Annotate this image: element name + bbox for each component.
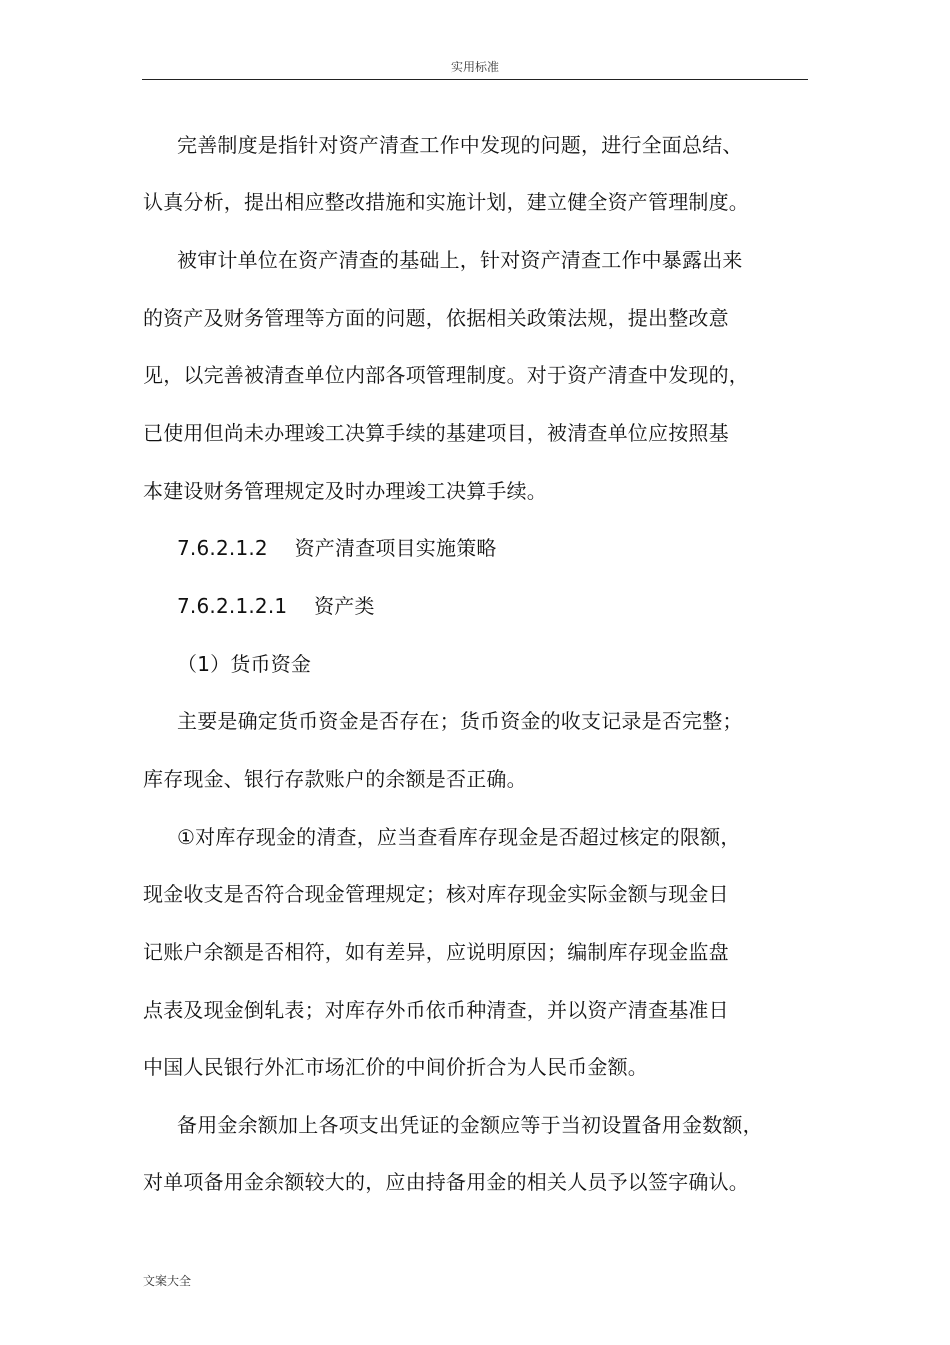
- paragraph-line: 记账户余额是否相符，如有差异，应说明原因；编制库存现金监盘: [143, 940, 729, 964]
- paragraph-line: 完善制度是指针对资产清查工作中发现的问题，进行全面总结、: [177, 133, 743, 157]
- paragraph-line: 对单项备用金余额较大的，应由持备用金的相关人员予以签字确认。: [143, 1170, 749, 1194]
- header-divider: [142, 79, 808, 80]
- page-footer: 文案大全: [143, 1274, 192, 1288]
- paragraph-line: 认真分析，提出相应整改措施和实施计划，建立健全资产管理制度。: [143, 190, 749, 214]
- paragraph-line: 的资产及财务管理等方面的问题，依据相关政策法规，提出整改意: [143, 306, 729, 330]
- paragraph-line: 现金收支是否符合现金管理规定；核对库存现金实际金额与现金日: [143, 882, 729, 906]
- paragraph-line: 点表及现金倒轧表；对库存外币依币种清查，并以资产清查基准日: [143, 998, 729, 1022]
- item-heading: （1）货币资金: [177, 652, 312, 676]
- paragraph-line: 被审计单位在资产清查的基础上，针对资产清查工作中暴露出来: [177, 248, 743, 272]
- paragraph-line: 见，以完善被清查单位内部各项管理制度。对于资产清查中发现的，: [143, 363, 749, 387]
- paragraph-line: 备用金余额加上各项支出凭证的金额应等于当初设置备用金数额，: [177, 1113, 763, 1137]
- section-heading: 7.6.2.1.2 资产清查项目实施策略: [177, 536, 497, 560]
- paragraph-line: 已使用但尚未办理竣工决算手续的基建项目，被清查单位应按照基: [143, 421, 729, 445]
- header-title: 实用标准: [450, 60, 499, 74]
- subsection-heading: 7.6.2.1.2.1 资产类: [177, 594, 375, 618]
- paragraph-line: 库存现金、银行存款账户的余额是否正确。: [143, 767, 527, 791]
- paragraph-line: 本建设财务管理规定及时办理竣工决算手续。: [143, 479, 547, 503]
- paragraph-line: ①对库存现金的清查，应当查看库存现金是否超过核定的限额，: [177, 825, 741, 849]
- paragraph-line: 主要是确定货币资金是否存在；货币资金的收支记录是否完整；: [177, 709, 743, 733]
- paragraph-line: 中国人民银行外汇市场汇价的中间价折合为人民币金额。: [143, 1055, 648, 1079]
